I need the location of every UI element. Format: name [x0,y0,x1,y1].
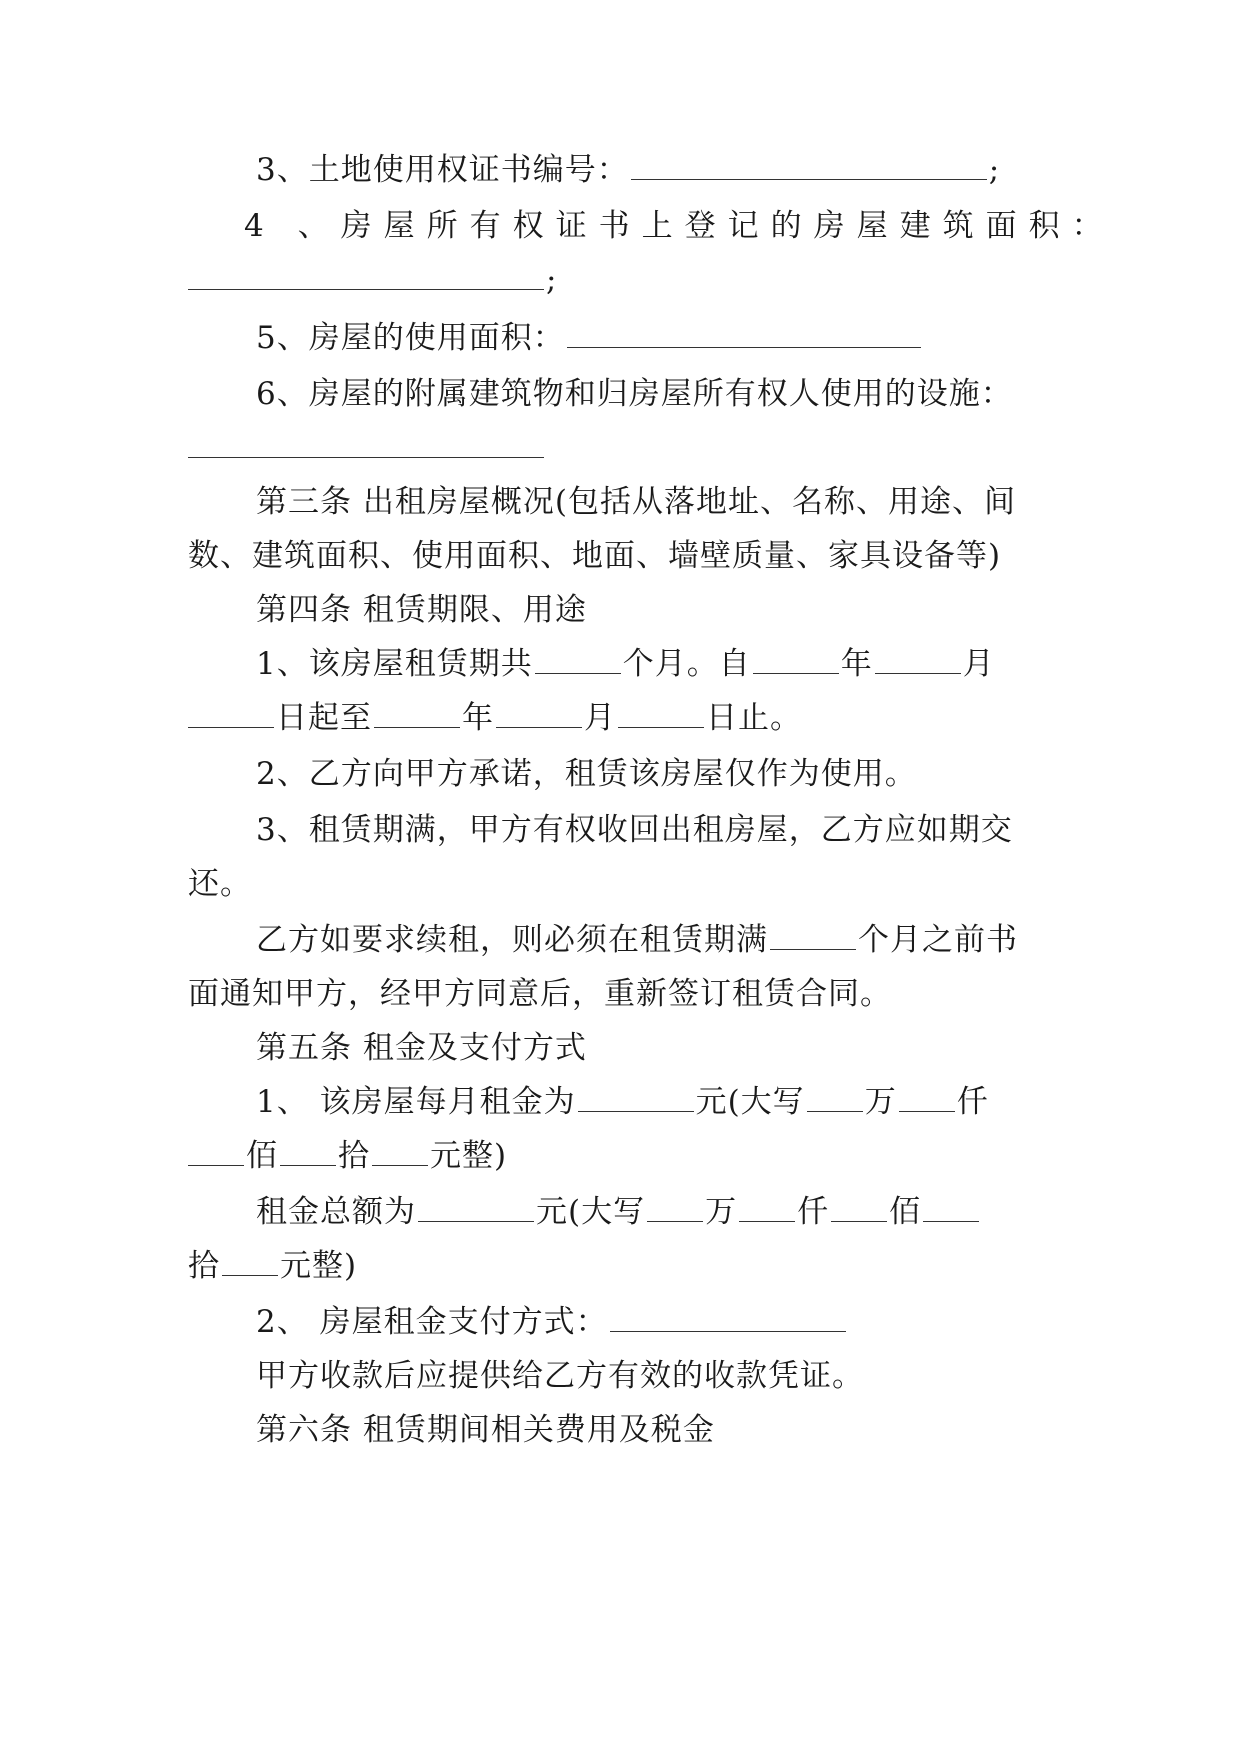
blank-field[interactable] [618,699,704,728]
clause-building-area [244,206,1115,246]
blank-field[interactable] [647,1193,703,1222]
text: 仟 [797,1194,830,1230]
text: 1、该房屋租赁期共 [256,646,533,682]
text: 佰 [246,1138,278,1174]
clause-renewal [256,920,1018,960]
text: 个月之前书 [858,922,1018,958]
text: 万 [705,1194,738,1230]
text: 元整) [430,1138,508,1174]
blank-field[interactable] [374,699,460,728]
clause-receipt [256,1356,864,1396]
text: 租金总额为 [256,1194,416,1230]
text: 佰 [889,1194,922,1230]
clause-total-rent [256,1192,981,1232]
total-rent-continuation [188,1246,357,1286]
blank-field[interactable] [188,261,544,290]
text: 还。 [188,866,252,902]
text: 第三条 出租房屋概况(包括从落地址、名称、用途、间 [256,484,1016,520]
text: ; [988,152,1001,188]
text: 拾 [188,1248,220,1284]
blank-field[interactable] [567,319,921,348]
text: 拾 [338,1138,370,1174]
text: 面通知甲方，经甲方同意后，重新签订租赁合同。 [188,976,892,1012]
text: 数、建筑面积、使用面积、地面、墙壁质量、家具设备等) [188,538,1002,574]
text: 日止。 [706,700,802,736]
text: 乙方如要求续租，则必须在租赁期满 [256,922,768,958]
text: 日起至 [276,700,372,736]
text: 第六条 租赁期间相关费用及税金 [256,1412,715,1448]
blank-field[interactable] [899,1083,955,1112]
blank-field[interactable] [188,699,274,728]
blank-field[interactable] [578,1083,694,1112]
text: 年 [462,700,494,736]
renewal-continuation [188,974,892,1014]
clause-lease-expiry [256,810,1013,850]
text: 年 [840,646,873,682]
building-area-blank-line [188,260,557,300]
blank-field[interactable] [188,429,544,458]
text: 仟 [956,1084,989,1120]
text: 个月。自 [622,646,751,682]
text: 3、租赁期满，甲方有权收回出租房屋，乙方应如期交 [256,812,1013,848]
blank-field[interactable] [418,1193,534,1222]
blank-field[interactable] [188,1137,244,1166]
blank-field[interactable] [372,1137,428,1166]
blank-field[interactable] [739,1193,795,1222]
blank-field[interactable] [770,921,856,950]
clause-usage-promise [256,754,917,794]
text: 元(大写 [536,1194,646,1230]
blank-field[interactable] [280,1137,336,1166]
clause-lease-term [256,644,995,684]
text: 元(大写 [695,1084,805,1120]
blank-field[interactable] [496,699,582,728]
text: 2、 房屋租金支付方式： [256,1304,608,1340]
blank-field[interactable] [631,151,987,180]
clause-ancillary-facilities [256,374,1013,414]
text: 第五条 租金及支付方式 [256,1030,587,1066]
text: 甲方收款后应提供给乙方有效的收款凭证。 [256,1358,864,1394]
text: 6、房屋的附属建筑物和归房屋所有权人使用的设施： [256,376,1013,412]
clause-land-certificate-number [256,150,1000,190]
blank-field[interactable] [222,1247,278,1276]
monthly-rent-continuation [188,1136,507,1176]
clause-usable-area [256,318,923,358]
blank-field[interactable] [807,1083,863,1112]
blank-field[interactable] [831,1193,887,1222]
text: 4 、房屋所有权证书上登记的房屋建筑面积： [244,208,1115,244]
text: 3、土地使用权证书编号： [256,152,629,188]
article-4-heading [256,590,587,630]
text: 2、乙方向甲方承诺，租赁该房屋仅作为使用。 [256,756,917,792]
article-5-heading [256,1028,587,1068]
lease-expiry-continuation [188,864,252,904]
facilities-blank-line [188,428,546,468]
lease-term-continuation [188,698,802,738]
blank-field[interactable] [535,645,621,674]
text: 万 [864,1084,897,1120]
blank-field[interactable] [923,1193,979,1222]
text: ; [546,262,558,298]
blank-field[interactable] [753,645,839,674]
text: 月 [962,646,995,682]
text: 第四条 租赁期限、用途 [256,592,587,628]
blank-field[interactable] [610,1303,846,1332]
text: 5、房屋的使用面积： [256,320,565,356]
text: 月 [584,700,616,736]
clause-payment-method [256,1302,848,1342]
text: 1、 该房屋每月租金为 [256,1084,576,1120]
text: 元整) [280,1248,358,1284]
article-3-heading [256,482,1016,522]
article-6-heading [256,1410,715,1450]
article-3-continuation [188,536,1001,576]
clause-monthly-rent [256,1082,989,1122]
blank-field[interactable] [875,645,961,674]
